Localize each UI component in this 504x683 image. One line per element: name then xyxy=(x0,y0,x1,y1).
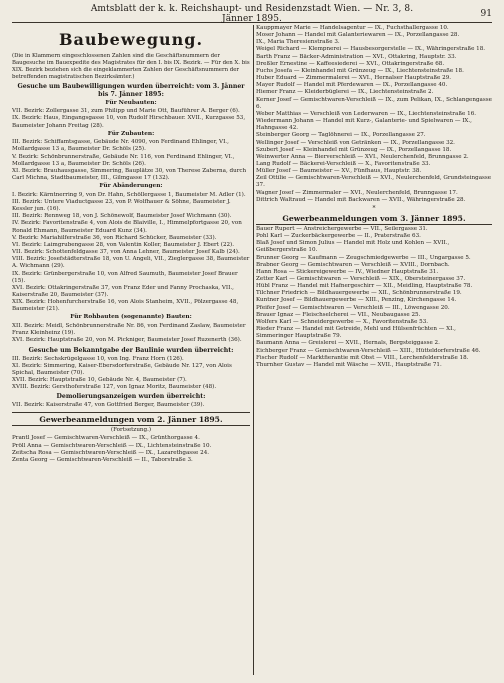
list-item: Szubert Josef — Kleinhandel mit Grünzeug — IX., Porzellangasse 18. xyxy=(256,146,452,153)
gewerbe-heading-left: Gewerbeanmeldungen vom 2. Jänner 1895. xyxy=(12,415,250,426)
list-item: Pohl Karl — Zuckerbäckergewerbe — II., Praterstraße 63. xyxy=(256,233,421,240)
list-item: VIII. Bezirk: Josefstädterstraße 18, von U. Angeli, VII., Zieglergasse 38, Baumeister A. Wichmann (29). xyxy=(12,256,250,270)
list-item: VII. Bezirk: Zollergasse 31, zum Philipp und Marie Ott, Bauführer A. Berger (6). xyxy=(12,108,240,115)
list-item: Kauppmayer Marie — Handelsagentur — IX., Fuchsthallergasse 10. xyxy=(256,25,449,31)
list-item: VII. Bezirk: Kaiserstraße 47, von Gottfried Berger, Baumeister (39). xyxy=(12,402,205,409)
list-item: Wiedermann Johann — Handel mit Kurz-, Galanterie- und Spielwaren — IX., Hahngasse 42. xyxy=(256,118,472,132)
list-item: Steinberger Georg — Taglöhnerei — IX., Porzellangasse 27. xyxy=(256,132,426,139)
list-item: VI. Bezirk: Laimgrubengasse 28, von Valentin Koller, Baumeister J. Ebert (22). xyxy=(12,241,235,248)
intro-note: (Die in Klammern eingeschlossenen Zahlen sind die Geschäftsnummern der Baugesuche im Bauexpedite des Magistrates für den I. bis IX. Bezirk. — Für den X. bis XIX. Bezirk beziehen sich die eingeklammerten Zahlen der Geschäftsnummern der betreffenden magistratischen Bezirksämter.) xyxy=(12,53,250,80)
rohbauten-list xyxy=(12,323,250,344)
list-item: Hiemer Franz — Kleiderbüglerei — IX., Liechtensteinstraße 2. xyxy=(256,89,434,96)
separator-star: * xyxy=(372,204,376,212)
page-number: 91 xyxy=(480,9,492,19)
list-item: Fischer Rudolf — Marktfierantie mit Obst — VIII., Lerchenfelderstraße 18. xyxy=(256,354,469,361)
section-title: Baubewegung. xyxy=(58,30,204,49)
demolierung-list xyxy=(12,402,250,409)
gewerbe-list-bottom xyxy=(256,226,492,369)
rohbauten-heading: Für Rohbauten (sogenannte) Bauten: xyxy=(70,314,192,321)
abaenderungen-heading: Für Abänderungen: xyxy=(99,183,163,190)
list-item: Weber Matthias — Verschleiß von Lederwaren — IX., Liechtensteinstraße 16. xyxy=(256,110,477,117)
list-item: Brunner Georg — Kaufmann — Zeugschmiedgewerbe — III., Ungargasse 5. xyxy=(256,254,471,261)
list-item: Pfeifer Josef — Gemischtwaren — Verschleiß — III., Löwengasse 20. xyxy=(256,304,450,311)
section-rule xyxy=(12,412,250,413)
list-item: Prantl Josef — Gemischtwaren-Verschleiß — IX., Grünthorgasse 4. xyxy=(12,435,200,442)
list-item: Tilchner Friedrich — Bildhauergewerbe — XII., Schönbrunnerstraße 19. xyxy=(256,290,462,297)
list-item: V. Bezirk: Mariahilferstraße 36, von Richard Schücker, Baumeister (33). xyxy=(12,234,217,241)
list-item: XI. Bezirk: Simmering, Kaiser-Ebersdorferstraße, Gebäude Nr. 127, von Alois Spichal, Baumeister (70). xyxy=(12,362,232,376)
list-item: Eichberger Franz — Gemischtwaren-Verschleiß — XIII., Hütteldorferstraße 46. xyxy=(256,347,481,354)
list-item: Zeitscha Rosa — Gemischtwaren-Verschleiß — IX., Lazarethgasse 24. xyxy=(12,449,210,456)
list-item: Weinwerter Anna — Bierverschleiß — XVI., Neulerchenfeld, Brunngasse 2. xyxy=(256,153,469,160)
zubauten-heading: Für Zubauten: xyxy=(107,130,155,137)
baulinie-heading: Gesuche um Bekanntgabe der Baulinie wurden überreicht: xyxy=(28,346,234,354)
list-item: Baumann Anna — Greislerei — XVII., Hernals, Bergsteiggasse 2. xyxy=(256,340,440,347)
list-item: Mayer Rudolf — Handel mit Pferdewaren — IX., Porzellangasse 40. xyxy=(256,82,448,89)
column-divider xyxy=(253,25,254,675)
list-item: IV. Bezirk: Favoritenstraße 4, von Alois de Blaiville, I., Himmelpfortgasse 20, von Ronald Ehmann, Baumeister Eduard Kunz (34). xyxy=(12,220,242,234)
left-column xyxy=(12,25,250,677)
list-item: III. Bezirk: Sechskrügelgasse 10, von Ing. Franz Horn (126). xyxy=(12,355,184,362)
list-item: XII. Bezirk: Meidl, Schönbrunnerstraße Nr. 86, von Ferdinand Zaslaw, Baumeister Franz Kleinheinz (19). xyxy=(12,323,246,337)
list-item: Barth Franz — Bäcker-Administration — XVI., Ottakring, Hauptstr. 33. xyxy=(256,53,457,60)
list-item: XVI. Bezirk: Ottakringerstraße 37, von Franz Eder und Fanny Prochaska, VII., Kaiserstraße 20, Baumeister (37). xyxy=(12,284,234,298)
list-item: Zeil Ottilie — Gemischtwaren-Verschleiß — XVI., Neulerchenfeld, Grundsteingasse 37. xyxy=(256,175,492,189)
header-title: Amtsblatt der k. k. Reichshaupt- und Residenzstadt Wien. — Nr. 3, 8. Jänner 1895. xyxy=(90,4,414,24)
list-item: Brabner Georg — Gemischtwaren — Verschleiß — XVIII., Dornbach. xyxy=(256,261,450,268)
list-item: XVI. Bezirk: Hauptstraße 20, von M. Pickniger, Baumeister Josef Ruzenerth (36). xyxy=(12,337,242,344)
list-item: Bauer Rupert — Anstreichergewerbe — VII., Seilergasse 31. xyxy=(256,225,428,232)
baulinie-list xyxy=(12,356,250,392)
list-item: Rieder Franz — Handel mit Getreide, Mehl und Hülsenfrüchten — XI., Simmeringer Hauptstraße 79. xyxy=(256,326,456,340)
list-item: Hübl Franz — Handel mit Hafnergeschirr — XII., Meidling, Hauptstraße 78. xyxy=(256,283,473,290)
list-item: Kerner Josef — Gemischtwaren-Verschleiß — IX., zum Pelikan, IX., Schlangengasse 6. xyxy=(256,96,492,110)
neubauten-list xyxy=(12,108,250,129)
list-item: Huber Eduard — Zimmermalerei — XVI., Hernalser Hauptstraße 29. xyxy=(256,75,452,82)
list-item: Lang Rudolf — Bäckerei-Verschleiß — X., Favoritenstraße 33. xyxy=(256,160,431,167)
abaenderungen-list xyxy=(12,192,250,314)
list-item: XIX. Bezirk: Hohenfurcherstraße 16, von Alois Stanheim, XVII., Pölzergasse 48, Baumeister (21). xyxy=(12,299,239,313)
list-item: Dreßler Ernestine — Kaffeesiederei — XVI., Ottakringerstraße 68. xyxy=(256,60,445,67)
list-item: XVII. Bezirk: Hauptstraße 10, Gebäude Nr. 4, Baumeister (7). xyxy=(12,377,187,383)
zubauten-list xyxy=(12,139,250,182)
continuation-note: (Fortsetzung.) xyxy=(110,427,152,434)
list-item: Wellinger Josef — Verschleiß von Getränken — IX., Porzellangasse 32. xyxy=(256,139,455,146)
right-column xyxy=(256,25,492,677)
page-header xyxy=(12,6,492,23)
list-item: III. Bezirk: Untere Viaductgasse 23, von P. Wolfhauer & Söhne, Baumeister J. Kessler jun. (16). xyxy=(12,198,231,213)
gewerbe-list-left xyxy=(12,435,250,464)
list-item: XVIII. Bezirk: Gersthoferstraße 127, von Ignaz Moritz, Baumeister (48). xyxy=(12,384,217,391)
list-item: III. Bezirk: Schiffamtsgasse, Gebäude Nr. 4090, von Ferdinand Ehlinger, VI., Mollardgasse 13 a, Baumeister Dr. Schöls (25). xyxy=(12,139,229,153)
list-item: Fuchs Josefa — Kleinhandel mit Grünzeug — IX., Liechtensteinstraße 18. xyxy=(256,67,464,74)
list-item: Zenta Georg — Gemischtwaren-Verschleiß — II., Taborstraße 3. xyxy=(12,456,193,463)
list-item: Brauer Ignaz — Fleischselcherei — VII., Neubaugasse 25. xyxy=(256,311,421,318)
gewerbe-heading-right: Gewerbeanmeldungen vom 3. Jänner 1895. xyxy=(256,214,492,225)
list-item: V. Bezirk: Schönbrunnerstraße, Gebäude Nr. 116, von Ferdinand Ehlinger, VI., Mollardgasse 13 a, Baumeister Dr. Schöls (26). xyxy=(12,153,235,167)
demolierung-heading: Demolierungsanzeigen wurden überreicht: xyxy=(56,393,206,401)
list-item: Pröll Anna — Gemischtwaren-Verschleiß — IX., Lichtensteinstraße 10. xyxy=(12,442,212,449)
list-item: VII. Bezirk: Schottenfeldgasse 37, von Anna Lehner, Baumeister Josef Kalb (24). xyxy=(12,249,240,256)
list-item: IX. Bezirk: Haus, Eingangsgasse 10, von Rudolf Hirschbauer. XVII., Kurzgasse 53, Baumeister Johann Freitag (28). xyxy=(12,115,246,129)
list-item: Kuntner Josef — Bildhauergewerbe — XIII., Penzing, Kirchengasse 14. xyxy=(256,297,457,304)
list-item: XI. Bezirk: Brauhausgasse, Simmering, Bauplätze 30, von Therese Zaberna, durch Carl Michna, Stadtbaumeister, III., Gilmgasse 17 (132). xyxy=(12,167,247,182)
neubauten-heading: Für Neubauten: xyxy=(105,99,157,106)
list-item: Wolfers Karl — Schneidergewerbe — X., Favoritenstraße 53. xyxy=(256,318,429,325)
list-item: Moser Johann — Handel mit Galanteriewaren — IX., Porzellangasse 28. xyxy=(256,32,460,39)
list-item: Wagner Josef — Zimmermaler — XVI., Neulerchenfeld, Brunngasse 17. xyxy=(256,189,458,196)
list-item: III. Bezirk: Rennweg 18, von J. Schönewolf, Baumeister Josef Wichmann (30). xyxy=(12,213,232,220)
list-item: Dittrich Waltraud — Handel mit Backwaren — XVII., Währingerstraße 28. xyxy=(256,196,466,203)
list-item: Müller Josef — Baumeister — XV., Fünfhaus, Hauptstr. 38. xyxy=(256,168,422,175)
baubewilligungen-heading: Gesuche um Baubewilligungen wurden überreicht: vom 3. Jänner bis 7. Jänner 1895: xyxy=(17,82,245,98)
list-item: Weigel Richard — Klempnerei — Hausbesorgerstelle — IX., Währingerstraße 18. xyxy=(256,46,486,53)
list-item: Thurnher Gustav — Handel mit Wäsche — XVII., Hauptstraße 71. xyxy=(256,361,442,368)
list-item: IX. Bezirk: Grünbergerstraße 10, von Alfred Saumuth, Baumeister Josef Brauer (15). xyxy=(12,270,238,284)
list-item: IX., Maria Theresienstraße 3. xyxy=(256,39,340,46)
list-item: Zetter Karl — Gemischtwaren — Verschleiß — XIX., Obersteinergasse 37. xyxy=(256,276,466,282)
list-item: I. Bezirk: Kärntnerring 9, von Dr. Hahn, Schöllergasse 1, Baumeister M. Adler (1). xyxy=(12,191,246,198)
list-item: Blaß Josef und Simon Julius — Handel mit Holz und Kohlen — XVII., Geißbergerstraße 10. xyxy=(256,240,450,254)
gewerbe-list-top xyxy=(256,25,492,204)
list-item: Hann Rosa — Stickereigewerbe — IV., Wiedner Hauptstraße 31. xyxy=(256,268,439,275)
